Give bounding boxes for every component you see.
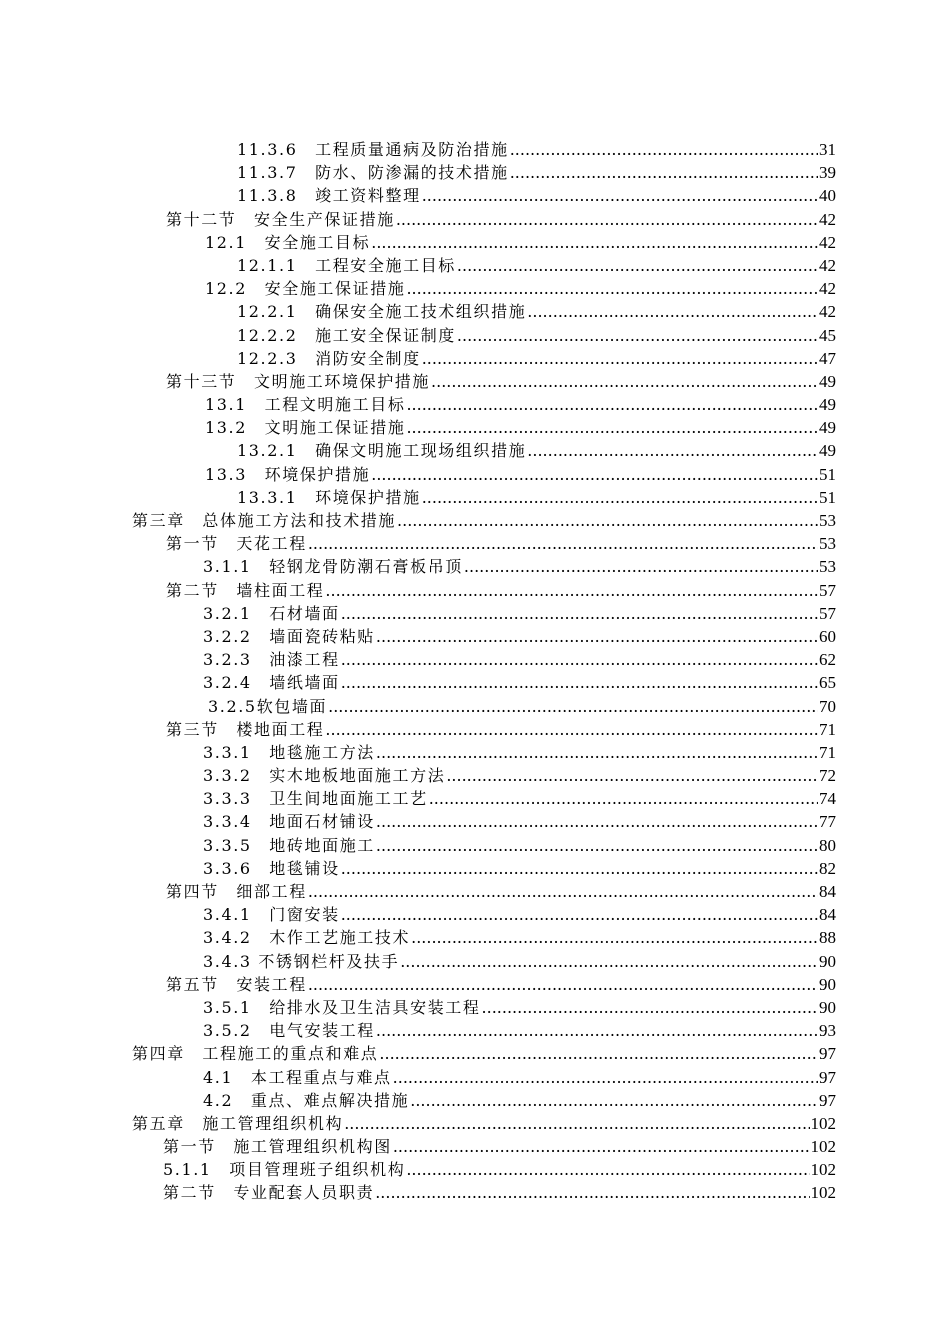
toc-entry[interactable] — [237, 161, 836, 184]
dot-leader — [376, 741, 818, 764]
toc-row — [0, 671, 950, 694]
dot-leader — [371, 231, 818, 254]
toc-page-number: 74 — [819, 789, 836, 809]
dot-leader — [376, 810, 818, 833]
toc-page-number: 53 — [819, 511, 836, 530]
toc-entry[interactable] — [203, 996, 836, 1019]
toc-row — [0, 926, 950, 949]
toc-row — [0, 764, 950, 787]
toc-page-number: 102 — [810, 1137, 836, 1157]
dot-leader — [341, 671, 818, 694]
toc-entry-label: 12.2 安全施工保证措施 — [205, 279, 406, 299]
toc-row — [0, 950, 950, 973]
toc-page-number: 102 — [810, 1160, 836, 1180]
toc-entry-label: 3.2.4 墙纸墙面 — [203, 673, 340, 693]
dot-leader — [406, 1158, 809, 1181]
dot-leader — [344, 1112, 809, 1135]
toc-page-number: 39 — [819, 163, 836, 183]
toc-entry[interactable] — [166, 973, 836, 996]
toc-page-number: 97 — [819, 1090, 836, 1110]
toc-entry-label: 13.1 工程文明施工目标 — [205, 395, 406, 415]
toc-entry[interactable] — [203, 926, 836, 949]
toc-entry-label: 3.4.3 不锈钢栏杆及扶手 — [203, 951, 400, 971]
toc-page-number: 47 — [819, 348, 836, 368]
toc-page-number: 42 — [819, 279, 836, 299]
toc-page-number: 90 — [819, 951, 836, 971]
toc-row — [0, 1158, 950, 1181]
toc-row — [0, 300, 950, 323]
toc-page-number: 60 — [819, 626, 836, 646]
toc-entry[interactable] — [237, 184, 836, 207]
toc-entry-label: 11.3.7 防水、防渗漏的技术措施 — [237, 163, 509, 183]
toc-row — [0, 1019, 950, 1042]
toc-entry-label: 12.2.3 消防安全制度 — [237, 348, 421, 368]
toc-entry[interactable] — [203, 1066, 836, 1089]
toc-row — [0, 393, 950, 416]
dot-leader — [379, 1042, 818, 1065]
toc-entry[interactable] — [237, 254, 836, 277]
toc-entry-label: 11.3.6 工程质量通病及防治措施 — [237, 140, 509, 159]
dot-leader — [457, 324, 818, 347]
toc-entry-label: 3.2.3 油漆工程 — [203, 650, 340, 670]
dot-leader — [510, 138, 818, 161]
toc-page-number: 42 — [819, 255, 836, 275]
toc-entry[interactable] — [237, 300, 836, 323]
toc-entry-label: 11.3.8 竣工资料整理 — [237, 186, 421, 206]
dot-leader — [406, 416, 818, 439]
dot-leader — [431, 370, 818, 393]
toc-page-number: 71 — [819, 719, 836, 739]
toc-page-number: 57 — [819, 580, 836, 600]
toc-page-number: 82 — [819, 858, 836, 878]
toc-row — [0, 625, 950, 648]
toc-row — [0, 324, 950, 347]
toc-entry[interactable] — [203, 648, 836, 671]
toc-entry[interactable] — [205, 416, 836, 439]
toc-row — [0, 602, 950, 625]
toc-entry-label: 3.2.2 墙面瓷砖粘贴 — [203, 626, 375, 646]
dot-leader — [527, 300, 818, 323]
toc-page-number: 42 — [819, 209, 836, 229]
toc-entry-label: 3.2.1 石材墙面 — [203, 603, 340, 623]
toc-entry[interactable] — [163, 1158, 836, 1181]
dot-leader — [406, 393, 818, 416]
toc-page-number: 80 — [819, 835, 836, 855]
toc-entry[interactable] — [237, 439, 836, 462]
toc-row — [0, 1135, 950, 1158]
toc-row — [0, 555, 950, 578]
toc-page-number: 51 — [819, 464, 836, 484]
toc-entry[interactable] — [205, 463, 836, 486]
toc-entry-label: 3.1.1 轻钢龙骨防潮石膏板吊顶 — [203, 557, 463, 577]
toc-entry[interactable] — [166, 718, 836, 741]
dot-leader — [375, 1181, 809, 1204]
dot-leader — [328, 695, 818, 718]
dot-leader — [376, 625, 818, 648]
toc-row — [0, 1066, 950, 1089]
dot-leader — [422, 347, 818, 370]
dot-leader — [308, 532, 818, 555]
toc-row — [0, 277, 950, 300]
toc-page-number: 49 — [819, 371, 836, 391]
toc-entry-label: 4.2 重点、难点解决措施 — [203, 1090, 410, 1110]
toc-entry-label: 第二节 墙柱面工程 — [166, 580, 325, 600]
dot-leader — [396, 208, 818, 231]
toc-entry[interactable] — [203, 834, 836, 857]
toc-row — [0, 486, 950, 509]
toc-entry[interactable] — [203, 764, 836, 787]
toc-row — [0, 1089, 950, 1112]
toc-entry-label: 第四节 细部工程 — [166, 882, 307, 901]
toc-entry-label: 5.1.1 项目管理班子组织机构 — [163, 1160, 406, 1180]
toc-page-number: 88 — [819, 928, 836, 948]
toc-page-number: 97 — [819, 1067, 836, 1087]
toc-entry[interactable] — [132, 1042, 836, 1065]
dot-leader — [341, 903, 818, 926]
dot-leader — [411, 926, 818, 949]
toc-row — [0, 161, 950, 184]
toc-entry[interactable] — [208, 695, 836, 718]
toc-page-number: 49 — [819, 441, 836, 461]
toc-row — [0, 718, 950, 741]
toc-entry-label: 12.2.2 施工安全保证制度 — [237, 325, 456, 345]
toc-page-number: 77 — [819, 812, 836, 832]
toc-page-number: 90 — [819, 997, 836, 1017]
toc-entry-label: 第四章 工程施工的重点和难点 — [132, 1044, 379, 1064]
toc-page-number: 84 — [819, 882, 836, 901]
toc-page-number: 40 — [819, 186, 836, 206]
toc-entry[interactable] — [203, 810, 836, 833]
dot-leader — [457, 254, 818, 277]
dot-leader — [341, 857, 818, 880]
toc-entry[interactable] — [205, 393, 836, 416]
toc-row — [0, 509, 950, 532]
dot-leader — [393, 1066, 818, 1089]
toc-entry[interactable] — [203, 671, 836, 694]
toc-page-number: 57 — [819, 603, 836, 623]
toc-page-number: 102 — [810, 1183, 836, 1203]
toc-entry[interactable] — [163, 1135, 836, 1158]
toc-entry[interactable] — [203, 625, 836, 648]
toc-page-number: 53 — [819, 557, 836, 577]
dot-leader — [400, 950, 818, 973]
toc-row — [0, 347, 950, 370]
toc-entry[interactable] — [205, 231, 836, 254]
dot-leader — [527, 439, 818, 462]
toc-page-number: 93 — [819, 1021, 836, 1041]
dot-leader — [376, 834, 818, 857]
toc-entry-label: 12.1 安全施工目标 — [205, 232, 371, 252]
toc-row — [0, 857, 950, 880]
toc-row — [0, 138, 950, 161]
toc-row — [0, 184, 950, 207]
toc-entry[interactable] — [166, 532, 836, 555]
dot-leader — [406, 277, 818, 300]
toc-entry[interactable] — [203, 741, 836, 764]
dot-leader — [482, 996, 818, 1019]
toc-entry[interactable] — [132, 509, 836, 532]
toc-entry[interactable] — [237, 347, 836, 370]
toc-entry-label: 4.1 本工程重点与难点 — [203, 1067, 392, 1087]
toc-entry-label: 3.3.1 地毯施工方法 — [203, 742, 375, 762]
toc-entry-label: 3.4.2 木作工艺施工技术 — [203, 928, 411, 948]
toc-entry[interactable] — [203, 950, 836, 973]
toc-entry-label: 12.2.1 确保安全施工技术组织措施 — [237, 302, 527, 322]
toc-row — [0, 996, 950, 1019]
toc-row — [0, 1042, 950, 1065]
dot-leader — [393, 1135, 810, 1158]
dot-leader — [325, 718, 818, 741]
dot-leader — [510, 161, 818, 184]
toc-entry[interactable] — [163, 1181, 836, 1204]
toc-entry-label: 第三节 楼地面工程 — [166, 719, 325, 739]
toc-page-number: 53 — [819, 534, 836, 554]
toc-row — [0, 810, 950, 833]
toc-row — [0, 1112, 950, 1135]
toc-entry-label: 13.3 环境保护措施 — [205, 464, 371, 484]
toc-page-number: 31 — [819, 140, 836, 159]
toc-page-number: 84 — [819, 905, 836, 925]
toc-row — [0, 834, 950, 857]
toc-entry-label: 3.3.5 地砖地面施工 — [203, 835, 375, 855]
toc-page-number: 51 — [819, 487, 836, 507]
toc-page-number: 42 — [819, 232, 836, 252]
toc-entry-label: 第一节 施工管理组织机构图 — [163, 1137, 392, 1157]
toc-entry-label: 13.3.1 环境保护措施 — [237, 487, 421, 507]
toc-entry-label: 3.3.2 实木地板地面施工方法 — [203, 766, 446, 786]
toc-entry-label: 13.2 文明施工保证措施 — [205, 418, 406, 438]
dot-leader — [341, 602, 818, 625]
toc-row — [0, 579, 950, 602]
dot-leader — [371, 463, 818, 486]
toc-page-number: 97 — [819, 1044, 836, 1064]
toc-row — [0, 463, 950, 486]
toc-row — [0, 787, 950, 810]
toc-page-number: 72 — [819, 766, 836, 786]
toc-entry-label: 第三章 总体施工方法和技术措施 — [132, 511, 397, 530]
toc-row — [0, 416, 950, 439]
toc-entry[interactable] — [237, 138, 836, 161]
dot-leader — [446, 764, 818, 787]
toc-page-number: 71 — [819, 742, 836, 762]
toc-row — [0, 532, 950, 555]
toc-entry-label: 3.5.2 电气安装工程 — [203, 1021, 375, 1041]
dot-leader — [308, 880, 818, 903]
toc-entry-label: 第一节 天花工程 — [166, 534, 307, 554]
toc-row — [0, 370, 950, 393]
dot-leader — [429, 787, 818, 810]
toc-entry[interactable] — [203, 555, 836, 578]
toc-entry[interactable] — [203, 787, 836, 810]
toc-row — [0, 973, 950, 996]
toc-entry[interactable] — [205, 277, 836, 300]
dot-leader — [422, 184, 818, 207]
dot-leader — [397, 509, 818, 532]
toc-entry[interactable] — [166, 880, 836, 903]
dot-leader — [308, 973, 818, 996]
toc-page-number: 49 — [819, 418, 836, 438]
dot-leader — [341, 648, 818, 671]
toc-row — [0, 1181, 950, 1204]
toc-page-number: 45 — [819, 325, 836, 345]
toc-page-number: 90 — [819, 974, 836, 994]
toc-page-number: 70 — [819, 696, 836, 716]
dot-leader — [376, 1019, 818, 1042]
toc-entry-label: 3.5.1 给排水及卫生洁具安装工程 — [203, 997, 481, 1017]
toc-page-number: 62 — [819, 650, 836, 670]
toc-entry[interactable] — [166, 579, 836, 602]
toc-page-number: 65 — [819, 673, 836, 693]
toc-entry-label: 3.3.6 地毯铺设 — [203, 858, 340, 878]
dot-leader — [410, 1089, 818, 1112]
toc-entry[interactable] — [166, 208, 836, 231]
toc-entry-label: 第五章 施工管理组织机构 — [132, 1113, 344, 1133]
toc-page-number: 102 — [810, 1113, 836, 1133]
toc-page-number: 42 — [819, 302, 836, 322]
toc-row — [0, 648, 950, 671]
toc-entry-label: 第二节 专业配套人员职责 — [163, 1183, 375, 1203]
toc-entry-label: 3.2.5软包墙面 — [208, 696, 328, 716]
toc-entry-label: 第五节 安装工程 — [166, 974, 307, 994]
toc-entry-label: 13.2.1 确保文明施工现场组织措施 — [237, 441, 527, 461]
toc-row — [0, 254, 950, 277]
dot-leader — [464, 555, 818, 578]
toc-entry[interactable] — [203, 1089, 836, 1112]
toc-entry-label: 3.3.3 卫生间地面施工工艺 — [203, 789, 428, 809]
toc-row — [0, 208, 950, 231]
toc-entry[interactable] — [237, 324, 836, 347]
toc-entry[interactable] — [203, 857, 836, 880]
toc-entry[interactable] — [203, 903, 836, 926]
toc-entry-label: 第十二节 安全生产保证措施 — [166, 209, 395, 229]
toc-entry[interactable] — [203, 1019, 836, 1042]
table-of-contents — [0, 138, 950, 1205]
toc-entry-label: 12.1.1 工程安全施工目标 — [237, 255, 456, 275]
dot-leader — [422, 486, 818, 509]
toc-row — [0, 439, 950, 462]
toc-page-number: 49 — [819, 395, 836, 415]
toc-row — [0, 231, 950, 254]
toc-entry-label: 3.3.4 地面石材铺设 — [203, 812, 375, 832]
toc-row — [0, 903, 950, 926]
dot-leader — [325, 579, 818, 602]
toc-entry[interactable] — [237, 486, 836, 509]
toc-row — [0, 695, 950, 718]
toc-entry[interactable] — [166, 370, 836, 393]
toc-entry[interactable] — [132, 1112, 836, 1135]
toc-entry[interactable] — [203, 602, 836, 625]
toc-row — [0, 880, 950, 903]
toc-entry-label: 第十三节 文明施工环境保护措施 — [166, 371, 431, 391]
toc-row — [0, 741, 950, 764]
toc-entry-label: 3.4.1 门窗安装 — [203, 905, 340, 925]
